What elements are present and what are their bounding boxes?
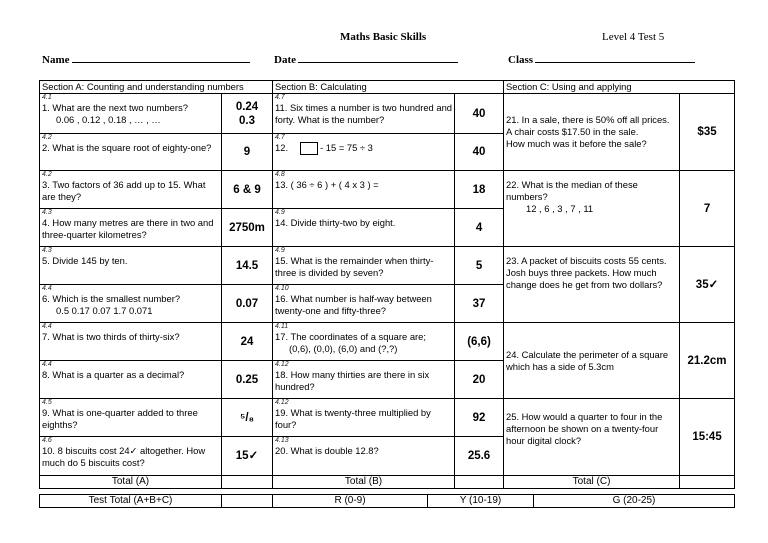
answer-8: 0.25 bbox=[222, 361, 273, 399]
answer-23: 35✓ bbox=[680, 247, 735, 323]
question-14: 4.9 14. Divide thirty-two by eight. bbox=[273, 209, 455, 247]
grade-green: G (20-25) bbox=[534, 495, 735, 508]
answer-18: 20 bbox=[455, 361, 504, 399]
date-field[interactable] bbox=[274, 54, 458, 66]
question-15: 4.9 15. What is the remainder when thirty-three is divided by seven? bbox=[273, 247, 455, 285]
total-b-value[interactable] bbox=[455, 476, 504, 489]
question-10: 4.6 10. 8 biscuits cost 24✓ altogether. How much do 5 biscuits cost? bbox=[40, 437, 222, 476]
answer-20: 25.6 bbox=[455, 437, 504, 476]
answer-2: 9 bbox=[222, 134, 273, 171]
section-a-header: Section A: Counting and understanding numbers bbox=[40, 81, 273, 94]
answer-19: 92 bbox=[455, 399, 504, 437]
test-total-label: Test Total (A+B+C) bbox=[40, 495, 222, 508]
answer-9: ⁵/₈ bbox=[222, 399, 273, 437]
question-17: 4.11 17. The coordinates of a square are; (0,6), (0,0), (6,0) and (?,?) bbox=[273, 323, 455, 361]
question-16: 4.10 16. What number is half-way between twenty-one and fifty-three? bbox=[273, 285, 455, 323]
question-9: 4.5 9. What is one-quarter added to three eighths? bbox=[40, 399, 222, 437]
answer-16: 37 bbox=[455, 285, 504, 323]
answer-21: $35 bbox=[680, 94, 735, 171]
total-c-value[interactable] bbox=[680, 476, 735, 489]
answer-15: 5 bbox=[455, 247, 504, 285]
answer-5: 14.5 bbox=[222, 247, 273, 285]
answer-12: 40 bbox=[455, 134, 504, 171]
test-table bbox=[39, 80, 735, 489]
question-23: 23. A packet of biscuits costs 55 cents. Josh buys three packets. How much change does he get from two dollars? bbox=[504, 247, 680, 323]
answer-25: 15:45 bbox=[680, 399, 735, 476]
question-2: 4.2 2. What is the square root of eighty-one? bbox=[40, 134, 222, 171]
question-20: 4.13 20. What is double 12.8? bbox=[273, 437, 455, 476]
answer-1: 0.24 0.3 bbox=[222, 94, 273, 134]
grade-table bbox=[39, 494, 735, 508]
answer-24: 21.2cm bbox=[680, 323, 735, 399]
test-total-value[interactable] bbox=[222, 495, 273, 508]
section-c-header: Section C: Using and applying bbox=[504, 81, 735, 94]
section-b-header: Section B: Calculating bbox=[273, 81, 504, 94]
test-level: Level 4 Test 5 bbox=[602, 31, 665, 43]
answer-13: 18 bbox=[455, 171, 504, 209]
name-label: Name bbox=[42, 54, 70, 66]
answer-14: 4 bbox=[455, 209, 504, 247]
total-a-value[interactable] bbox=[222, 476, 273, 489]
question-8: 4.4 8. What is a quarter as a decimal? bbox=[40, 361, 222, 399]
answer-22: 7 bbox=[680, 171, 735, 247]
question-11: 4.7 11. Six times a number is two hundred and forty. What is the number? bbox=[273, 94, 455, 134]
answer-7: 24 bbox=[222, 323, 273, 361]
question-13: 4.8 13. ( 36 ÷ 6 ) + ( 4 x 3 ) = bbox=[273, 171, 455, 209]
question-18: 4.12 18. How many thirties are there in six hundred? bbox=[273, 361, 455, 399]
question-3: 4.2 3. Two factors of 36 add up to 15. What are they? bbox=[40, 171, 222, 209]
question-6: 4.4 6. Which is the smallest number? 0.5 0.17 0.07 1.7 0.071 bbox=[40, 285, 222, 323]
question-4: 4.3 4. How many metres are there in two and three-quarter kilometres? bbox=[40, 209, 222, 247]
question-1: 4.1 1. What are the next two numbers? 0.06 , 0.12 , 0.18 , … , … bbox=[40, 94, 222, 134]
total-a-label: Total (A) bbox=[40, 476, 222, 489]
question-19: 4.12 19. What is twenty-three multiplied by four? bbox=[273, 399, 455, 437]
question-25: 25. How would a quarter to four in the afternoon be shown on a twenty-four hour digital clock? bbox=[504, 399, 680, 476]
worksheet-title: Maths Basic Skills bbox=[340, 31, 427, 43]
answer-10: 15✓ bbox=[222, 437, 273, 476]
question-24: 24. Calculate the perimeter of a square which has a side of 5.3cm bbox=[504, 323, 680, 399]
date-label: Date bbox=[274, 54, 296, 66]
question-21: 21. In a sale, there is 50% off all prices. A chair costs $17.50 in the sale. How much was it before the sale? bbox=[504, 94, 680, 171]
missing-number-box[interactable] bbox=[300, 142, 318, 155]
answer-17: (6,6) bbox=[455, 323, 504, 361]
total-c-label: Total (C) bbox=[504, 476, 680, 489]
question-12: 4.7 12. - 15 = 75 ÷ 3 bbox=[273, 134, 455, 171]
total-b-label: Total (B) bbox=[273, 476, 455, 489]
class-field[interactable] bbox=[508, 54, 695, 66]
question-7: 4.4 7. What is two thirds of thirty-six? bbox=[40, 323, 222, 361]
answer-3: 6 & 9 bbox=[222, 171, 273, 209]
answer-11: 40 bbox=[455, 94, 504, 134]
grade-red: R (0-9) bbox=[273, 495, 428, 508]
name-field[interactable] bbox=[42, 54, 250, 66]
question-5: 4.3 5. Divide 145 by ten. bbox=[40, 247, 222, 285]
class-label: Class bbox=[508, 54, 534, 66]
question-22: 22. What is the median of these numbers? 12 , 6 , 3 , 7 , 11 bbox=[504, 171, 680, 247]
answer-6: 0.07 bbox=[222, 285, 273, 323]
grade-yellow: Y (10-19) bbox=[428, 495, 534, 508]
answer-4: 2750m bbox=[222, 209, 273, 247]
